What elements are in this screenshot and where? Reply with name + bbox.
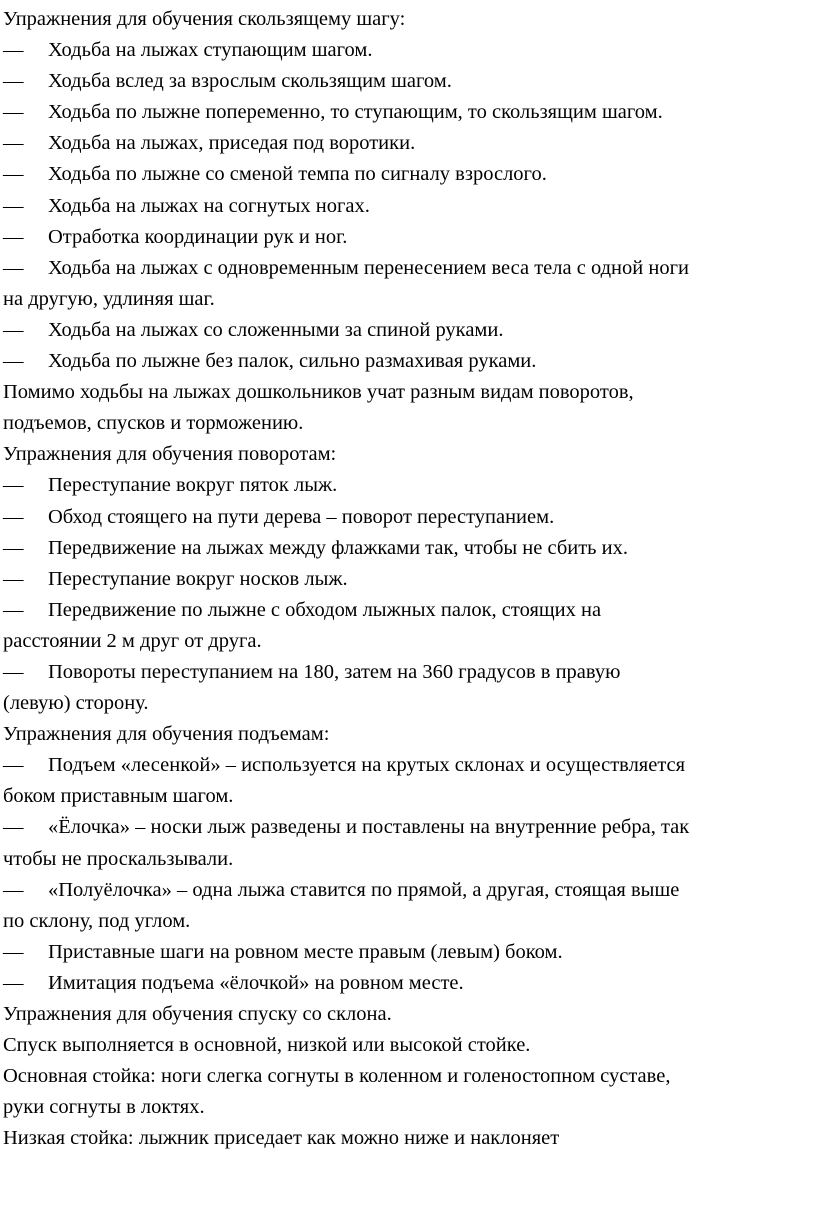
- list-item: [0, 346, 816, 377]
- list-item-text: Ходьба на лыжах ступающим шагом.: [48, 39, 373, 62]
- list-item-text-line1: «Полуёлочка» – одна лыжа ставится по прямой, а другая, стоящая выше: [48, 878, 680, 901]
- list-item: [0, 968, 816, 999]
- list-item-text-line2: расстоянии 2 м друг от друга.: [3, 629, 262, 652]
- list-item-text-line2: чтобы не проскальзывали.: [3, 847, 234, 870]
- dash-marker: —: [3, 256, 24, 279]
- list-item: [0, 35, 816, 66]
- list-item: [0, 97, 816, 128]
- list-item: [0, 657, 816, 688]
- dash-marker: —: [3, 194, 24, 217]
- list-item-continuation: [0, 906, 816, 937]
- list-item-text: Ходьба по лыжне со сменой темпа по сигналу взрослого.: [48, 163, 547, 186]
- list-item: [0, 191, 816, 222]
- list-item-continuation: [0, 688, 816, 719]
- list-item-text-line1: Подъем «лесенкой» – используется на крутых склонах и осуществляется: [48, 754, 686, 777]
- dash-marker: —: [3, 567, 24, 590]
- list-item-text: Имитация подъема «ёлочкой» на ровном месте.: [48, 971, 464, 994]
- list-item-text: Отработка координации рук и ног.: [48, 225, 348, 248]
- list-item-continuation: [0, 844, 816, 875]
- dash-marker: —: [3, 132, 24, 155]
- list-item: [0, 315, 816, 346]
- list-item: [0, 128, 816, 159]
- list-item-continuation: [0, 626, 816, 657]
- dash-marker: —: [3, 350, 24, 373]
- section-heading-gliding-step: Упражнения для обучения скользящему шагу:: [3, 8, 406, 30]
- list-item-text-line2: (левую) сторону.: [3, 692, 149, 715]
- list-item: [0, 595, 816, 626]
- list-item: [0, 564, 816, 595]
- list-item: [0, 875, 816, 906]
- list-item-continuation: [0, 781, 816, 812]
- paragraph-line2: подъемов, спусков и торможению.: [3, 412, 304, 435]
- dash-marker: —: [3, 70, 24, 93]
- list-item-text-line2: по склону, под углом.: [3, 909, 191, 932]
- list-item-text-line1: Ходьба на лыжах с одновременным перенесением веса тела с одной ноги: [48, 256, 689, 279]
- list-item-text: Ходьба по лыжне без палок, сильно размахивая руками.: [48, 350, 537, 373]
- dash-marker: —: [3, 971, 24, 994]
- dash-marker: —: [3, 505, 24, 528]
- dash-marker: —: [3, 754, 24, 777]
- paragraph: Низкая стойка: лыжник приседает как можно ниже и наклоняет: [3, 1127, 560, 1150]
- list-item-text: Ходьба на лыжах, приседая под воротики.: [48, 132, 416, 155]
- list-item: [0, 750, 816, 781]
- dash-marker: —: [3, 163, 24, 186]
- dash-marker: —: [3, 598, 24, 621]
- dash-marker: —: [3, 225, 24, 248]
- list-item-text: Ходьба на лыжах со сложенными за спиной руками.: [48, 318, 504, 341]
- list-item-text: Ходьба по лыжне попеременно, то ступающим, то скользящим шагом.: [48, 101, 663, 124]
- list-item-text: Обход стоящего на пути дерева – поворот переступанием.: [48, 505, 555, 528]
- list-item: [0, 253, 816, 284]
- paragraph-line2: руки согнуты в локтях.: [3, 1096, 205, 1119]
- list-item: [0, 470, 816, 501]
- dash-marker: —: [3, 474, 24, 497]
- section-heading-ascents: Упражнения для обучения подъемам:: [3, 723, 330, 746]
- section-heading-descent: Упражнения для обучения спуску со склона.: [3, 1003, 392, 1025]
- list-item-text: Переступание вокруг пяток лыж.: [48, 474, 338, 497]
- list-item: [0, 502, 816, 533]
- dash-marker: —: [3, 878, 24, 901]
- document-body: [0, 4, 816, 1154]
- list-item-text-line1: «Ёлочка» – носки лыж разведены и поставлены на внутренние ребра, так: [48, 816, 690, 839]
- list-item: [0, 222, 816, 253]
- list-item-text: Ходьба на лыжах на согнутых ногах.: [48, 194, 370, 217]
- paragraph-line1: Основная стойка: ноги слегка согнуты в коленном и голеностопном суставе,: [3, 1065, 671, 1088]
- dash-marker: —: [3, 39, 24, 62]
- dash-marker: —: [3, 940, 24, 963]
- list-item-text-line2: на другую, удлиняя шаг.: [3, 287, 215, 310]
- dash-marker: —: [3, 101, 24, 124]
- paragraph-line1: Помимо ходьбы на лыжах дошкольников учат разным видам поворотов,: [3, 381, 634, 404]
- list-item: [0, 937, 816, 968]
- list-item: [0, 812, 816, 843]
- list-item: [0, 159, 816, 190]
- dash-marker: —: [3, 816, 24, 839]
- list-item: [0, 66, 816, 97]
- section-heading-turns: Упражнения для обучения поворотам:: [3, 443, 337, 466]
- list-item-text: Переступание вокруг носков лыж.: [48, 567, 348, 590]
- dash-marker: —: [3, 660, 24, 683]
- list-item-text-line2: боком приставным шагом.: [3, 785, 234, 808]
- list-item-text-line1: Передвижение по лыжне с обходом лыжных палок, стоящих на: [48, 598, 602, 621]
- list-item: [0, 533, 816, 564]
- list-item-text: Приставные шаги на ровном месте правым (левым) боком.: [48, 940, 563, 963]
- paragraph: Спуск выполняется в основной, низкой или высокой стойке.: [3, 1034, 531, 1057]
- list-item-text-line1: Повороты переступанием на 180, затем на 360 градусов в правую: [48, 660, 621, 683]
- list-item-text: Ходьба вслед за взрослым скользящим шагом.: [48, 70, 452, 93]
- list-item-text: Передвижение на лыжах между флажками так, чтобы не сбить их.: [48, 536, 628, 559]
- list-item-continuation: [0, 284, 816, 315]
- dash-marker: —: [3, 318, 24, 341]
- dash-marker: —: [3, 536, 24, 559]
